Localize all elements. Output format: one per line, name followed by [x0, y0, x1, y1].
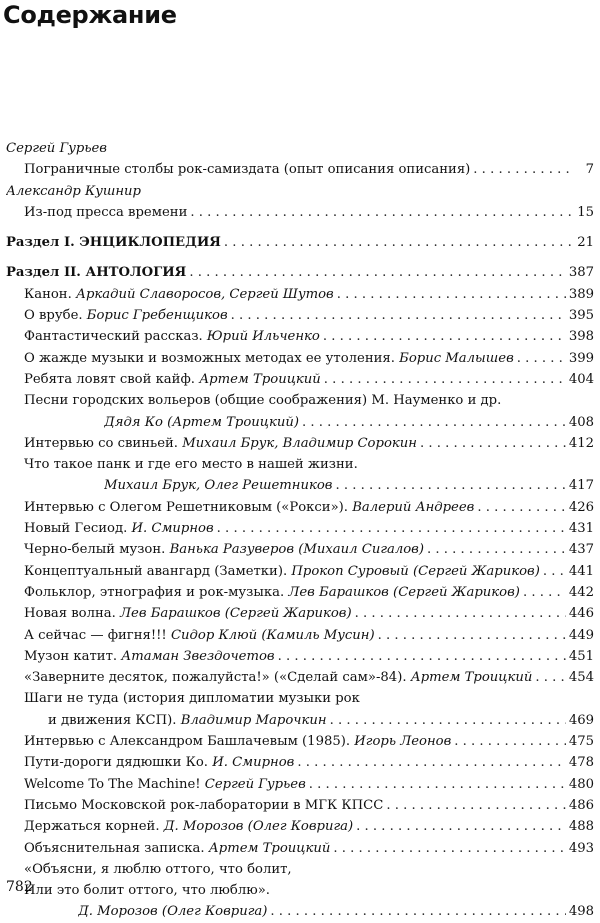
toc-entry-title: Новый Гесиод.	[24, 521, 128, 537]
toc-page-number: 437	[568, 542, 594, 558]
dot-leader	[477, 497, 565, 518]
toc-entry-title: О жажде музыки и возможных методах ее утоления.	[24, 350, 395, 366]
toc-entry	[6, 816, 594, 837]
toc-entry	[6, 752, 594, 773]
toc-entry-author: Сидор Клюй (Камиль Мусин)	[170, 627, 375, 643]
toc-entry-author: Дядя Ко (Артем Троицкий)	[104, 414, 299, 430]
toc-entry-author: Борис Гребенщиков	[86, 308, 228, 324]
toc-entry-continuation	[6, 901, 594, 922]
toc-section	[6, 262, 594, 283]
toc-entry-author: Артем Троицкий	[208, 840, 331, 856]
toc-entry-title: Концептуальный авангард (Заметки).	[24, 563, 288, 579]
toc-entry	[6, 202, 594, 223]
toc-page-number: 389	[568, 286, 594, 302]
toc-entry-author: Борис Малышев	[399, 350, 514, 366]
toc-entry-title: Что такое панк и где его место в нашей жизни.	[24, 457, 358, 473]
toc-page-number: 387	[568, 265, 594, 281]
toc-page-number: 454	[568, 670, 594, 686]
dot-leader	[517, 348, 566, 369]
toc-section-title: Раздел I. ЭНЦИКЛОПЕДИЯ	[6, 235, 221, 251]
toc-entry	[6, 774, 594, 795]
toc-entry-title: Из-под пресса времени	[24, 204, 188, 220]
dot-leader	[217, 518, 566, 539]
toc-entry-title: «Объясни, я люблю оттого, что болит,	[24, 861, 292, 877]
toc-entry-author: Лев Барашков (Сергей Жариков)	[120, 606, 352, 622]
toc-page-number: 417	[568, 478, 594, 494]
toc-entry-title: «Заверните десяток, пожалуйста!» («Сделай сам»-84).	[24, 670, 407, 686]
toc-entry-title: Объяснительная записка.	[24, 840, 205, 856]
toc-page-number: 408	[568, 414, 594, 430]
toc-entry	[6, 497, 594, 518]
toc-entry-author: Михаил Брук, Владимир Сорокин	[182, 435, 417, 451]
toc-author-name: Александр Кушнир	[6, 183, 141, 199]
toc-entry	[6, 859, 594, 880]
toc-entry-title: Фантастический рассказ.	[24, 329, 203, 345]
toc-entry	[6, 326, 594, 347]
dot-leader	[543, 561, 566, 582]
toc-page-number: 478	[568, 755, 594, 771]
toc-entry-title: Песни городских вольеров (общие соображения) М. Науменко и др.	[24, 393, 502, 409]
toc-page-number: 498	[568, 904, 594, 920]
toc-entry-title: Интервью со свиньей.	[24, 435, 178, 451]
toc-page-number: 399	[568, 350, 594, 366]
toc-entry-author: Сергей Гурьев	[204, 776, 306, 792]
toc-entry	[6, 838, 594, 859]
toc-page-number: 404	[568, 371, 594, 387]
toc-page-number: 412	[568, 435, 594, 451]
toc-page-number: 493	[568, 840, 594, 856]
toc-entry	[6, 603, 594, 624]
toc-page-number: 442	[568, 584, 594, 600]
toc-entry-title: Канон.	[24, 286, 72, 302]
toc-page-number: 451	[568, 648, 594, 664]
toc-entry-author: Владимир Марочкин	[180, 712, 327, 728]
toc-entry	[6, 539, 594, 560]
toc-entry-author: И. Смирнов	[212, 755, 295, 771]
toc-entry-title: Фольклор, этнография и рок-музыка.	[24, 584, 285, 600]
toc-entry	[6, 795, 594, 816]
toc-entry	[6, 369, 594, 390]
page-title: Содержание	[3, 1, 177, 29]
toc-page-number: 475	[568, 734, 594, 750]
toc-entry	[6, 561, 594, 582]
toc-author	[6, 138, 594, 159]
page-number: 782	[6, 879, 33, 895]
toc-entry	[6, 646, 594, 667]
toc-entry-title: Шаги не туда (история дипломатии музыки рок	[24, 691, 360, 707]
toc-entry-title: Ребята ловят свой кайф.	[24, 371, 195, 387]
toc-page-number: 21	[577, 235, 594, 251]
dot-leader	[190, 202, 574, 223]
toc-entry-title: Или это болит оттого, что люблю».	[24, 883, 270, 899]
dot-leader	[189, 262, 566, 283]
toc-entry-author: Лев Барашков (Сергей Жариков)	[288, 584, 520, 600]
toc-entry-title: А сейчас — фигня!!!	[24, 627, 167, 643]
toc-author	[6, 181, 594, 202]
toc-entry-title: Welcome To The Machine!	[24, 776, 201, 792]
toc-entry-title: Интервью с Александром Башлачевым (1985).	[24, 734, 351, 750]
dot-leader	[224, 232, 574, 253]
toc-entry	[6, 433, 594, 454]
dot-leader	[297, 752, 565, 773]
dot-leader	[420, 433, 566, 454]
toc-page-number: 395	[568, 308, 594, 324]
dot-leader	[309, 774, 566, 795]
dot-leader	[454, 731, 566, 752]
dot-leader	[333, 838, 565, 859]
dot-leader	[302, 412, 566, 433]
toc-entry-continuation	[6, 412, 594, 433]
dot-leader	[427, 539, 566, 560]
toc-entry-title: Держаться корней.	[24, 819, 160, 835]
toc-entry-author: Атаман Звездочетов	[121, 648, 275, 664]
toc-page-number: 7	[585, 162, 594, 178]
toc-page-number: 480	[568, 776, 594, 792]
toc-entry	[6, 305, 594, 326]
toc-entry	[6, 880, 594, 901]
dot-leader	[270, 901, 565, 922]
toc-entry	[6, 348, 594, 369]
toc-entry	[6, 582, 594, 603]
table-of-contents	[6, 138, 594, 923]
toc-section	[6, 232, 594, 253]
dot-leader	[356, 816, 566, 837]
toc-entry-author: И. Смирнов	[131, 521, 214, 537]
toc-page-number: 426	[568, 499, 594, 515]
toc-entry-author: Артем Троицкий	[410, 670, 533, 686]
toc-entry-author: Аркадий Славоросов, Сергей Шутов	[75, 286, 334, 302]
toc-entry	[6, 284, 594, 305]
dot-leader	[335, 475, 565, 496]
dot-leader	[378, 625, 566, 646]
dot-leader	[535, 667, 565, 688]
toc-page-number: 449	[568, 627, 594, 643]
toc-page-number: 488	[568, 819, 594, 835]
toc-section-title: Раздел II. АНТОЛОГИЯ	[6, 265, 187, 281]
toc-page-number: 431	[568, 521, 594, 537]
toc-page-number: 486	[568, 797, 594, 813]
toc-page-number: 469	[568, 712, 594, 728]
toc-entry-continuation	[6, 710, 594, 731]
toc-entry-title: Пути-дороги дядюшки Ко.	[24, 755, 208, 771]
toc-entry-title: Интервью с Олегом Решетниковым («Рокси»).	[24, 499, 348, 515]
toc-entry	[6, 518, 594, 539]
dot-leader	[330, 710, 566, 731]
dot-leader	[337, 284, 566, 305]
toc-page-number: 441	[568, 563, 594, 579]
toc-page-number: 15	[577, 204, 594, 220]
toc-entry-title: и движения КСП).	[48, 712, 177, 728]
toc-entry-author: Михаил Брук, Олег Решетников	[104, 478, 333, 494]
toc-entry-title: Черно-белый музон.	[24, 542, 166, 558]
toc-entry-title: Пограничные столбы рок-самиздата (опыт описания описания)	[24, 162, 471, 178]
toc-entry-title: Новая волна.	[24, 606, 116, 622]
toc-entry-title: Музон катит.	[24, 648, 118, 664]
toc-entry	[6, 731, 594, 752]
toc-entry	[6, 159, 594, 180]
toc-entry-author: Артем Троицкий	[199, 371, 321, 387]
toc-entry-author: Юрий Ильченко	[206, 329, 320, 345]
toc-entry	[6, 390, 594, 411]
dot-leader	[323, 326, 566, 347]
dot-leader	[231, 305, 566, 326]
toc-entry	[6, 454, 594, 475]
dot-leader	[324, 369, 566, 390]
toc-entry-title: Письмо Московской рок-лаборатории в МГК КПСС	[24, 797, 384, 813]
dot-leader	[523, 582, 566, 603]
toc-entry-author: Ванька Разуверов (Михаил Сигалов)	[169, 542, 425, 558]
toc-entry-author: Игорь Леонов	[354, 734, 452, 750]
dot-leader	[473, 159, 575, 180]
dot-leader	[355, 603, 566, 624]
toc-entry	[6, 688, 594, 709]
toc-author-name: Сергей Гурьев	[6, 141, 107, 156]
dot-leader	[278, 646, 566, 667]
toc-entry-title: О врубе.	[24, 308, 83, 324]
toc-entry-author: Валерий Андреев	[352, 499, 475, 515]
toc-entry-author: Д. Морозов (Олег Коврига)	[78, 904, 268, 920]
toc-page-number: 398	[568, 329, 594, 345]
toc-entry	[6, 625, 594, 646]
toc-entry-author: Прокоп Суровый (Сергей Жариков)	[291, 563, 540, 579]
toc-page-number: 446	[568, 606, 594, 622]
toc-entry-continuation	[6, 475, 594, 496]
dot-leader	[386, 795, 566, 816]
toc-entry	[6, 667, 594, 688]
toc-entry-author: Д. Морозов (Олег Коврига)	[163, 819, 354, 835]
